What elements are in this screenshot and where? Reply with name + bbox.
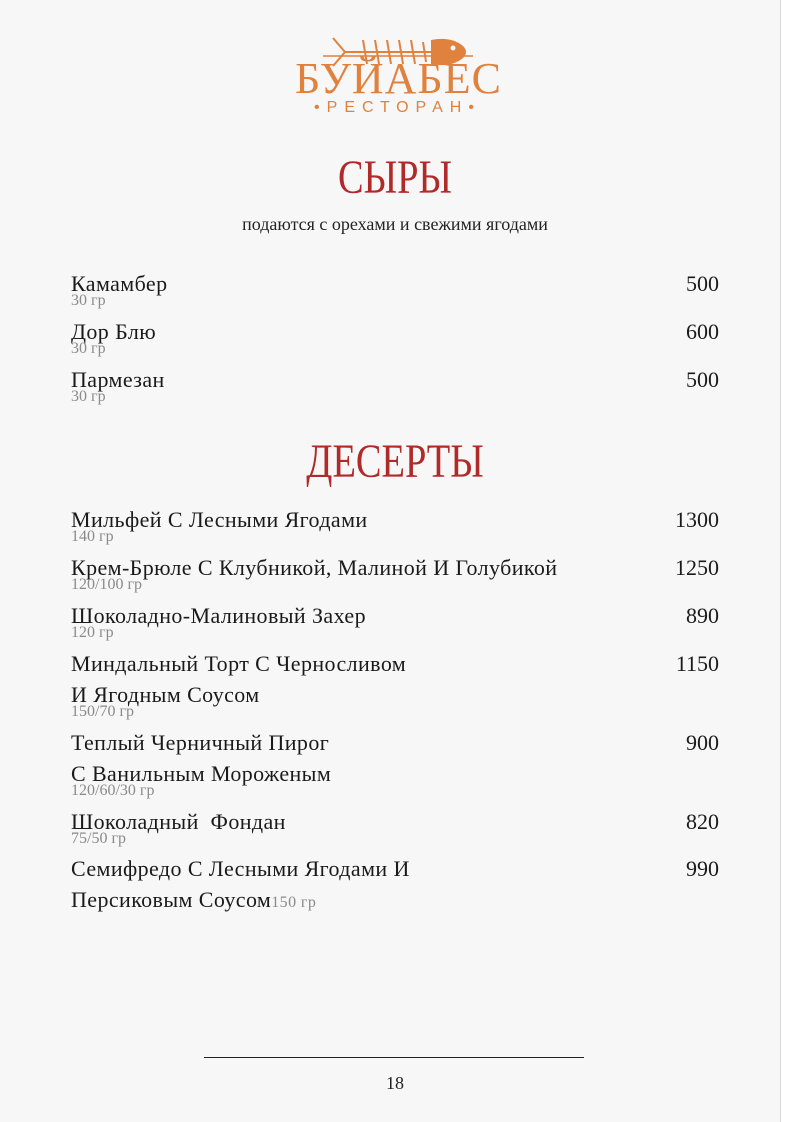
item-price: 1250 [675,555,719,580]
item-price: 500 [686,271,719,296]
item-weight: 150 гр [271,894,317,911]
item-weight: 30 гр [71,292,106,309]
menu-item-millefeuille [71,504,719,545]
brand-name: БУЙАБЕС [295,54,502,103]
menu-item-almond-cake [71,648,719,720]
item-weight: 150/70 гр [71,703,135,720]
cheeses-title: СЫРЫ [338,151,452,204]
item-weight: 30 гр [71,340,106,357]
item-name: Пармезан [71,367,165,392]
item-weight: 140 гр [71,528,114,545]
item-name: Шоколадно-Малиновый Захер [71,603,367,628]
item-price: 990 [686,856,719,881]
footer-divider [204,1057,584,1058]
restaurant-logo [295,32,500,122]
item-price: 900 [686,730,719,755]
item-name-line1: Теплый Черничный Пирог [71,730,330,755]
menu-item-camembert [71,268,719,309]
item-name: Крем-Брюле С Клубникой, Малиной И Голубикой [71,555,558,580]
menu-item-sacher [71,600,719,641]
menu-item-blueberry-pie [71,727,719,799]
page-number: 18 [386,1073,404,1093]
menu-item-semifreddo [71,853,719,918]
item-name-line1: Семифредо С Лесными Ягодами И [71,856,410,881]
item-price: 500 [686,367,719,392]
item-name: Дор Блю [71,319,157,344]
menu-item-dor-blue [71,316,719,357]
item-price: 600 [686,319,719,344]
item-name: Мильфей С Лесными Ягодами [71,507,368,532]
item-weight: 120/60/30 гр [71,782,155,799]
item-name-line1: Миндальный Торт С Черносливом [71,651,407,676]
item-name-line2: С Ванильным Мороженым [71,761,332,786]
brand-subtitle: •РЕСТОРАН• [314,99,481,116]
item-price: 1300 [675,507,719,532]
item-price: 1150 [675,651,719,676]
item-name: Камамбер [71,271,168,296]
item-weight: 120/100 гр [71,576,143,593]
cheeses-subtitle: подаются с орехами и свежими ягодами [242,214,548,234]
item-price: 890 [686,603,719,628]
item-weight: 120 гр [71,624,114,641]
menu-item-parmesan [71,364,719,405]
item-name-line2: Персиковым Соусом [71,887,272,912]
item-weight: 75/50 гр [71,830,127,847]
menu-item-creme-brulee [71,552,719,593]
item-price: 820 [686,809,719,834]
menu-item-fondant [71,806,719,847]
item-name-line2: И Ягодным Соусом [71,682,260,707]
desserts-title: ДЕСЕРТЫ [306,435,484,488]
item-name-line2-row [71,884,719,918]
item-weight: 30 гр [71,388,106,405]
item-name: Шоколадный Фондан [71,809,286,834]
